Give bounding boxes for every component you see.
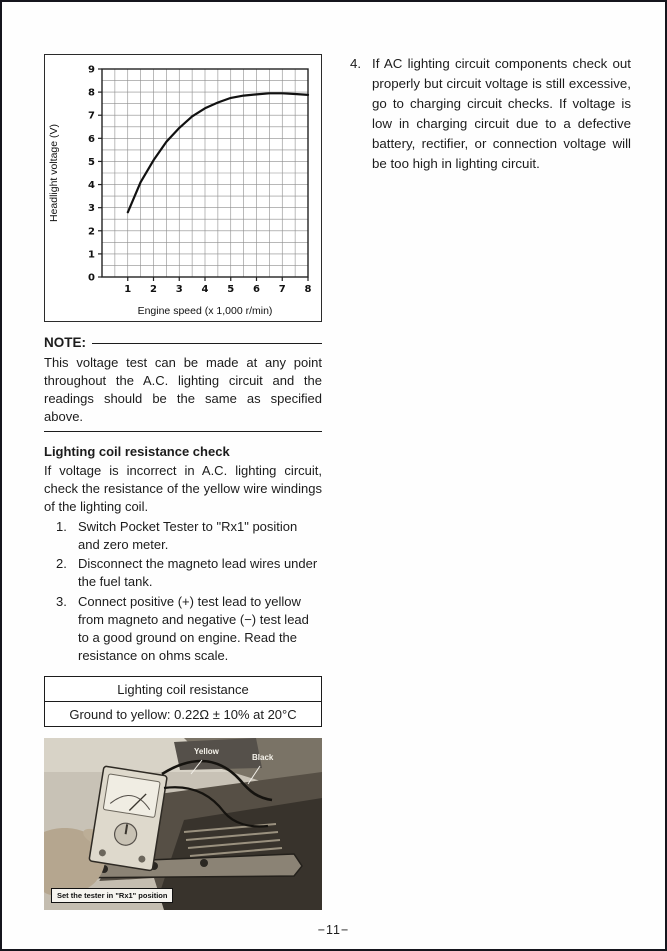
svg-text:9: 9 <box>88 64 95 76</box>
note-header <box>44 335 322 350</box>
headlight-voltage-chart <box>44 54 322 322</box>
svg-text:6: 6 <box>253 284 260 295</box>
svg-text:6: 6 <box>88 133 95 145</box>
svg-text:7: 7 <box>88 110 95 122</box>
step-item <box>44 518 322 554</box>
spec-table-title: Lighting coil resistance <box>45 677 321 702</box>
svg-text:2: 2 <box>88 226 95 238</box>
black-wire-label: Black <box>252 753 274 763</box>
left-column <box>44 54 322 910</box>
spec-table <box>44 676 322 727</box>
svg-text:8: 8 <box>88 87 95 99</box>
svg-text:3: 3 <box>88 203 95 215</box>
step-number: 2. <box>56 556 67 572</box>
yellow-wire-label: Yellow <box>194 747 219 757</box>
step-number: 3. <box>56 594 67 610</box>
step-item <box>44 555 322 591</box>
note-bottom-rule <box>44 431 322 432</box>
section-intro: If voltage is incorrect in A.C. lighting circuit, check the resistance of the yellow wire windings of the lighting coil. <box>44 462 322 514</box>
section-heading: Lighting coil resistance check <box>44 443 230 459</box>
item-text: If AC lighting circuit components check out properly but circuit voltage is still excessive, go to charging circuit checks. If voltage is low in charging circuit due to a defective battery, rectifier, or connection voltage will be too high in lighting circuit. <box>372 56 631 171</box>
step-item <box>44 593 322 665</box>
spec-table-value: Ground to yellow: 0.22Ω ± 10% at 20°C <box>69 707 297 723</box>
item-number: 4. <box>350 56 362 71</box>
svg-text:2: 2 <box>150 284 157 295</box>
steps-list <box>44 518 322 666</box>
step-number: 1. <box>56 518 67 534</box>
right-column <box>350 54 631 174</box>
step-text: Switch Pocket Tester to "Rx1" position and zero meter. <box>78 518 298 552</box>
headlight-voltage-chart-svg <box>45 55 321 321</box>
note-rule <box>92 343 322 344</box>
svg-text:7: 7 <box>278 284 286 295</box>
svg-text:8: 8 <box>304 284 312 295</box>
list-item-4 <box>350 54 631 174</box>
page-number: −11− <box>317 923 350 937</box>
photo-caption: Set the tester in "Rx1" position <box>51 888 173 903</box>
svg-text:5: 5 <box>227 284 235 295</box>
svg-text:5: 5 <box>88 156 95 168</box>
svg-text:1: 1 <box>124 284 132 295</box>
svg-text:3: 3 <box>175 284 183 295</box>
svg-text:Headlight voltage (V): Headlight voltage (V) <box>48 123 60 223</box>
svg-text:Engine speed (x 1,000 r/min): Engine speed (x 1,000 r/min) <box>137 305 273 317</box>
svg-text:4: 4 <box>201 284 209 295</box>
tester-photo <box>44 738 322 910</box>
step-text: Connect positive (+) test lead to yellow from magneto and negative (−) test lead to a good ground on engine. Read the resistance on ohms scale. <box>78 594 309 664</box>
svg-text:0: 0 <box>88 272 95 284</box>
step-text: Disconnect the magneto lead wires under the fuel tank. <box>78 556 318 590</box>
tester-photo-svg <box>44 738 322 910</box>
svg-text:1: 1 <box>88 249 95 261</box>
note-text: This voltage test can be made at any point throughout the A.C. lighting circuit and the readings should be the same as specified above. <box>44 355 322 424</box>
svg-text:4: 4 <box>88 180 95 192</box>
note-label: NOTE: <box>44 335 86 350</box>
